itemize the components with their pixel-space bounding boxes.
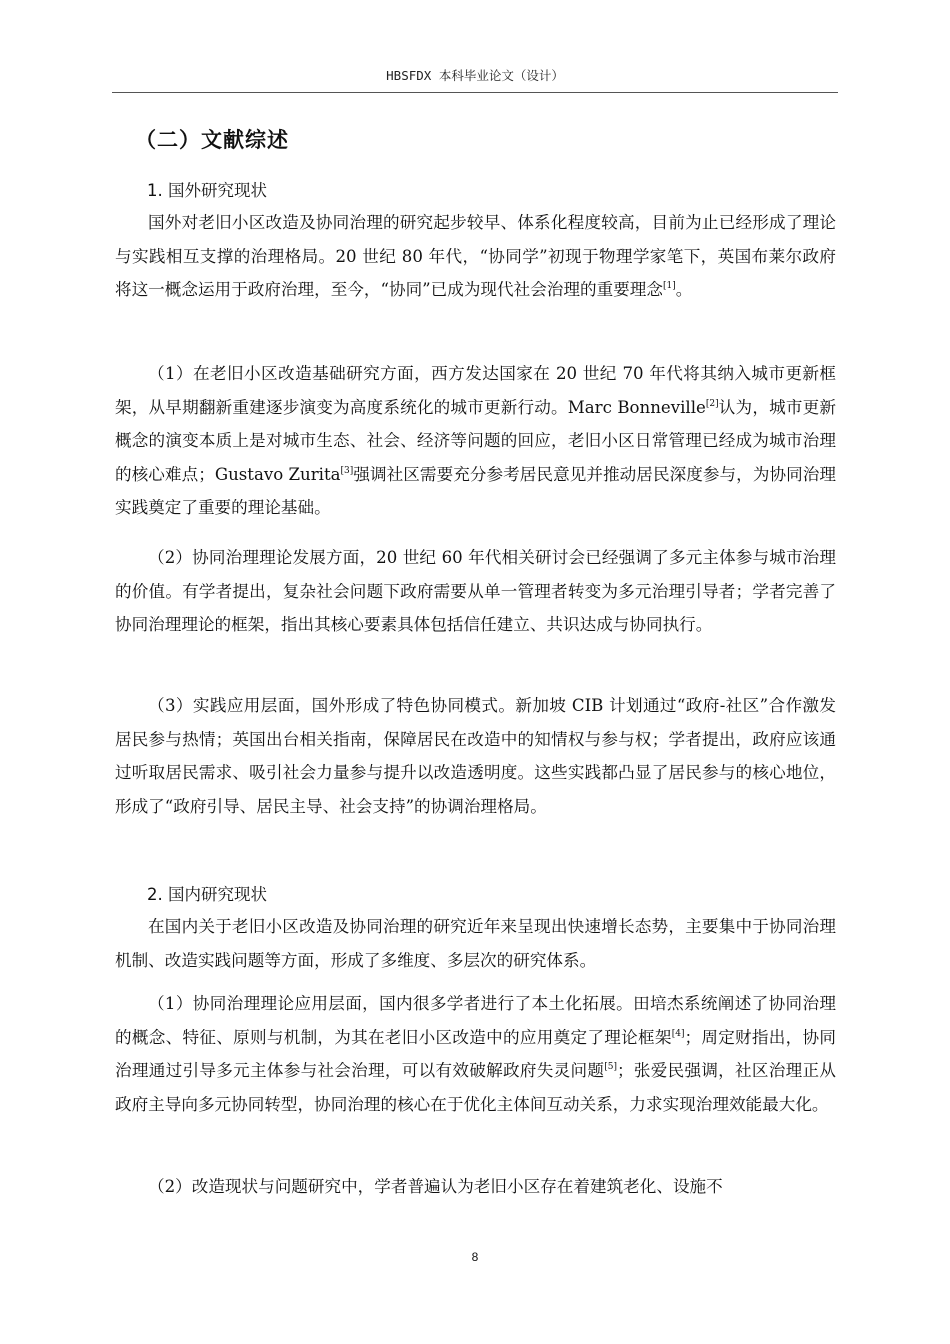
paragraph-domestic-1 bbox=[115, 987, 836, 1121]
section-title: （二）文献综述 bbox=[135, 128, 289, 152]
paragraph-foreign-2: （2）协同治理理论发展方面，20 世纪 60 年代相关研讨会已经强调了多元主体参与城市治理的价值。有学者提出，复杂社会问题下政府需要从单一管理者转变为多元治理引导者；学者完善了协同治理理论的框架，指出其核心要素具体包括信任建立、共识达成与协同执行。 bbox=[115, 548, 836, 634]
subheading-foreign-research: 1. 国外研究现状 bbox=[147, 181, 267, 200]
citation-ref: [5] bbox=[604, 1062, 617, 1072]
paragraph-foreign-3: （3）实践应用层面，国外形成了特色协同模式。新加坡 CIB 计划通过“政府-社区”合作激发居民参与热情；英国出台相关指南，保障居民在改造中的知情权与参与权；学者提出，政府应该通过听取居民需求、吸引社会力量参与提升以改造透明度。这些实践都凸显了居民参与的核心地位，形成了“政府引导、居民主导、社会支持”的协调治理格局。 bbox=[115, 696, 836, 816]
paragraph-domestic-2: （2）改造现状与问题研究中，学者普遍认为老旧小区存在着建筑老化、设施不 bbox=[148, 1177, 723, 1196]
paragraph-text: ；张爱民强调，社区治理正从政府主导向多元协同转型，协同治理的核心在于优化主体间互动关系，力求实现治理效能最大化。 bbox=[115, 1061, 836, 1114]
paragraph-foreign-intro bbox=[115, 206, 836, 307]
paragraph-text: 强调社区需要充分参考居民意见并推动居民深度参与，为协同治理实践奠定了重要的理论基础。 bbox=[115, 464, 836, 517]
page-header: HBSFDX 本科毕业论文（设计） bbox=[386, 68, 564, 83]
page-number: 8 bbox=[471, 1250, 479, 1264]
citation-ref: [2] bbox=[705, 398, 719, 409]
paragraph-text: 认为，城市更新概念的演变本质上是对城市生态、社会、经济等问题的回应，老旧小区日常管理已经成为城市治理的核心难点；Gustavo Zurita bbox=[115, 397, 836, 484]
subheading-domestic-research: 2. 国内研究现状 bbox=[147, 885, 267, 904]
paragraph-foreign-1 bbox=[115, 357, 836, 525]
citation-ref: [4] bbox=[671, 1028, 685, 1039]
header-divider bbox=[112, 92, 838, 93]
citation-ref: [1] bbox=[662, 281, 676, 291]
paragraph-text: （1）在老旧小区改造基础研究方面，西方发达国家在 20 世纪 70 年代将其纳入城市更新框架，从早期翻新重建逐步演变为高度系统化的城市更新行动。Marc Bonneville bbox=[115, 364, 836, 417]
citation-ref: [3] bbox=[340, 465, 354, 476]
paragraph-text: （1）协同治理理论应用层面，国内很多学者进行了本土化拓展。田培杰系统阐述了协同治理的概念、特征、原则与机制，为其在老旧小区改造中的应用奠定了理论框架 bbox=[115, 994, 836, 1047]
paragraph-text: 国外对老旧小区改造及协同治理的研究起步较早、体系化程度较高，目前为止已经形成了理论与实践相互支撑的治理格局。20 世纪 80 年代，“协同学”初现于物理学家笔下，英国布莱尔政府将这一概念运用于政府治理，至今，“协同”已成为现代社会治理的重要理念 bbox=[115, 213, 836, 299]
paragraph-text: ；周定财指出，协同治理通过引导多元主体参与社会治理，可以有效破解政府失灵问题 bbox=[115, 1027, 837, 1080]
paragraph-domestic-intro: 在国内关于老旧小区改造及协同治理的研究近年来呈现出快速增长态势，主要集中于协同治理机制、改造实践问题等方面，形成了多维度、多层次的研究体系。 bbox=[115, 917, 836, 970]
paragraph-text: 。 bbox=[675, 280, 693, 299]
